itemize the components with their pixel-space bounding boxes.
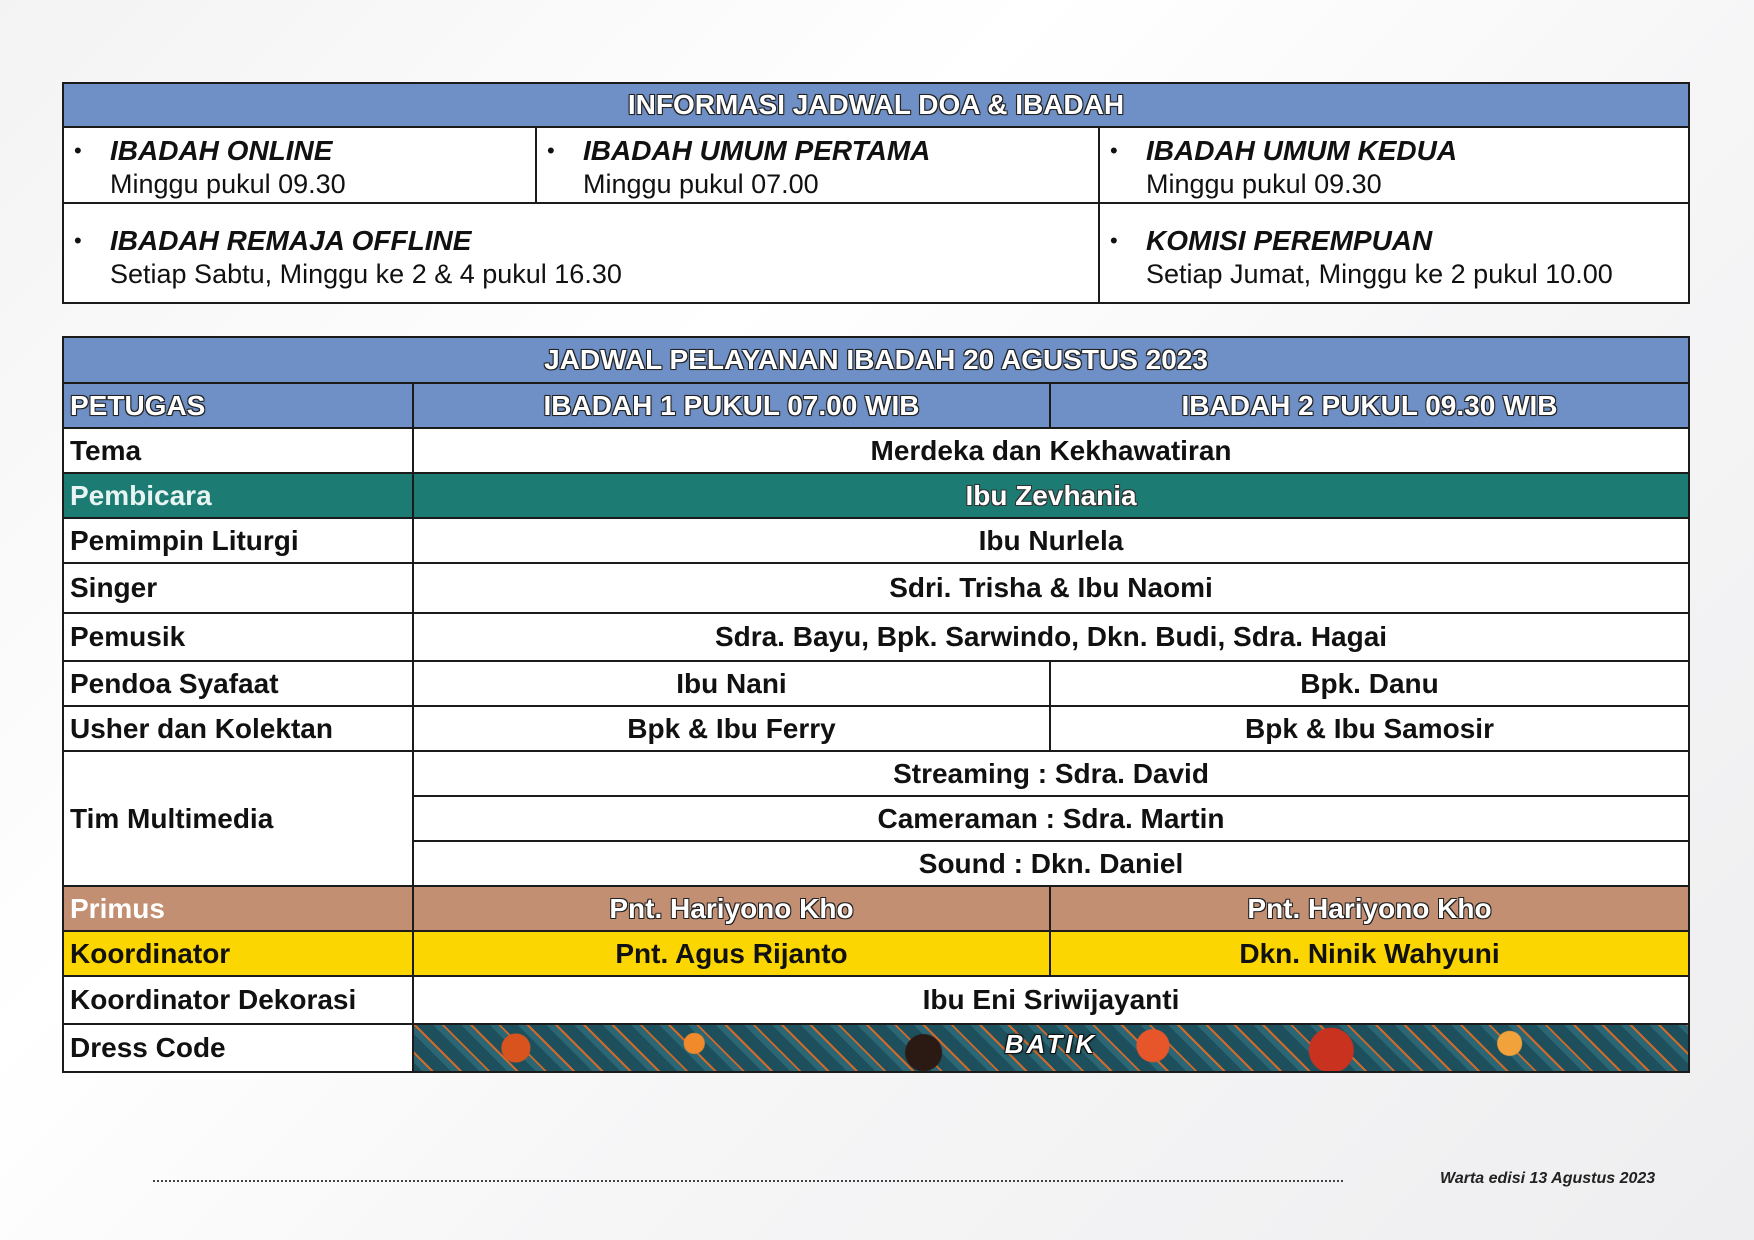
schedule-table bbox=[62, 336, 1690, 1073]
row-label: Tim Multimedia bbox=[63, 751, 413, 886]
multimedia-sound: Sound : Dkn. Daniel bbox=[413, 841, 1689, 886]
footer-edition: Warta edisi 13 Agustus 2023 bbox=[1440, 1170, 1656, 1187]
dresscode-value: BATIK bbox=[1004, 1029, 1098, 1059]
multimedia-cameraman: Cameraman : Sdra. Martin bbox=[413, 796, 1689, 841]
row-label: Koordinator bbox=[63, 931, 413, 976]
info-item-title: IBADAH UMUM KEDUA bbox=[1146, 135, 1458, 166]
row-value-ibadah-2: Bpk. Danu bbox=[1050, 661, 1689, 706]
row-value: Sdra. Bayu, Bpk. Sarwindo, Dkn. Budi, Sdra. Hagai bbox=[413, 613, 1689, 661]
info-table bbox=[62, 82, 1690, 304]
row-label: Pemimpin Liturgi bbox=[63, 518, 413, 563]
bullet-icon: • bbox=[74, 138, 82, 163]
row-koordinator bbox=[63, 931, 1689, 976]
row-value: Sdri. Trisha & Ibu Naomi bbox=[413, 563, 1689, 613]
row-value-ibadah-1: Pnt. Hariyono Kho bbox=[413, 886, 1050, 931]
info-item-ibadah-umum-pertama bbox=[536, 127, 1099, 203]
row-label: Primus bbox=[63, 886, 413, 931]
row-value-ibadah-2: Pnt. Hariyono Kho bbox=[1050, 886, 1689, 931]
row-label: Pembicara bbox=[63, 473, 413, 518]
row-label: Singer bbox=[63, 563, 413, 613]
bullet-icon: • bbox=[1110, 138, 1118, 163]
info-item-ibadah-online bbox=[63, 127, 536, 203]
row-tema bbox=[63, 428, 1689, 473]
row-value: Ibu Nurlela bbox=[413, 518, 1689, 563]
row-value-ibadah-2: Bpk & Ibu Samosir bbox=[1050, 706, 1689, 751]
row-pemusik bbox=[63, 613, 1689, 661]
row-value: Ibu Zevhania bbox=[413, 473, 1689, 518]
row-label: Pendoa Syafaat bbox=[63, 661, 413, 706]
row-label: Pemusik bbox=[63, 613, 413, 661]
row-label: Dress Code bbox=[63, 1024, 413, 1072]
row-value-ibadah-2: Dkn. Ninik Wahyuni bbox=[1050, 931, 1689, 976]
schedule-title: JADWAL PELAYANAN IBADAH 20 AGUSTUS 2023 bbox=[63, 337, 1689, 383]
row-value: Merdeka dan Kekhawatiran bbox=[413, 428, 1689, 473]
info-item-title: IBADAH UMUM PERTAMA bbox=[583, 135, 931, 166]
bullet-icon: • bbox=[74, 228, 82, 253]
info-item-text: Setiap Sabtu, Minggu ke 2 & 4 pukul 16.30 bbox=[110, 259, 622, 289]
col-header-ibadah-2: IBADAH 2 PUKUL 09.30 WIB bbox=[1050, 383, 1689, 428]
info-item-text: Minggu pukul 07.00 bbox=[583, 169, 819, 199]
row-value-ibadah-1: Ibu Nani bbox=[413, 661, 1050, 706]
info-item-text: Minggu pukul 09.30 bbox=[110, 169, 346, 199]
multimedia-streaming: Streaming : Sdra. David bbox=[413, 751, 1689, 796]
row-pembicara bbox=[63, 473, 1689, 518]
row-value-ibadah-1: Bpk & Ibu Ferry bbox=[413, 706, 1050, 751]
col-header-petugas: PETUGAS bbox=[63, 383, 413, 428]
info-item-komisi-perempuan bbox=[1099, 203, 1689, 303]
bullet-icon: • bbox=[547, 138, 555, 163]
row-label: Usher dan Kolektan bbox=[63, 706, 413, 751]
batik-pattern bbox=[413, 1024, 1689, 1072]
footer-dotted-line bbox=[153, 1180, 1343, 1182]
row-multimedia bbox=[63, 751, 1689, 796]
row-singer bbox=[63, 563, 1689, 613]
row-dresscode bbox=[63, 1024, 1689, 1072]
info-item-title: IBADAH ONLINE bbox=[110, 135, 333, 166]
row-label: Tema bbox=[63, 428, 413, 473]
info-title: INFORMASI JADWAL DOA & IBADAH bbox=[63, 83, 1689, 127]
info-item-ibadah-remaja bbox=[63, 203, 1099, 303]
row-syafaat bbox=[63, 661, 1689, 706]
row-dekorasi bbox=[63, 976, 1689, 1024]
info-item-ibadah-umum-kedua bbox=[1099, 127, 1689, 203]
info-item-title: IBADAH REMAJA OFFLINE bbox=[110, 225, 472, 256]
col-header-ibadah-1: IBADAH 1 PUKUL 07.00 WIB bbox=[413, 383, 1050, 428]
row-usher bbox=[63, 706, 1689, 751]
info-item-text: Minggu pukul 09.30 bbox=[1146, 169, 1382, 199]
row-label: Koordinator Dekorasi bbox=[63, 976, 413, 1024]
bullet-icon: • bbox=[1110, 228, 1118, 253]
row-value-ibadah-1: Pnt. Agus Rijanto bbox=[413, 931, 1050, 976]
info-item-text: Setiap Jumat, Minggu ke 2 pukul 10.00 bbox=[1146, 259, 1613, 289]
row-value: Ibu Eni Sriwijayanti bbox=[413, 976, 1689, 1024]
row-primus bbox=[63, 886, 1689, 931]
info-item-title: KOMISI PEREMPUAN bbox=[1146, 225, 1433, 256]
row-liturgi bbox=[63, 518, 1689, 563]
